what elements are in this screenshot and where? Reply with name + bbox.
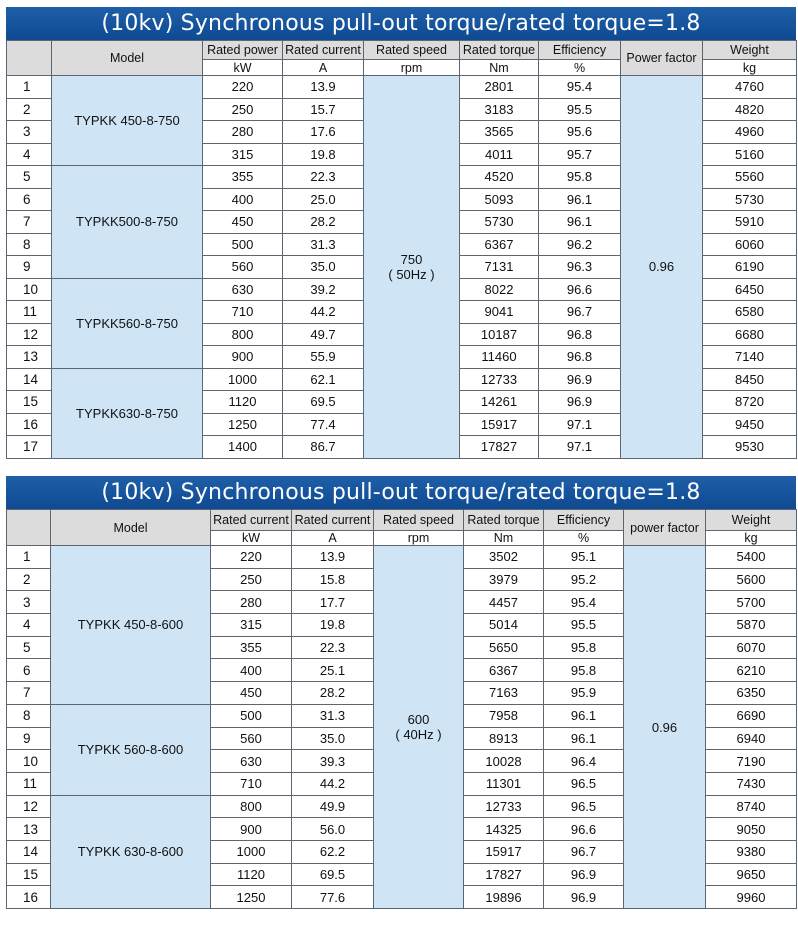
row-number: 11	[7, 772, 51, 795]
model-name: TYPKK 630-8-600	[51, 795, 211, 908]
rated-torque-value: 12733	[464, 795, 544, 818]
rated-current-value: 62.1	[283, 368, 364, 391]
unit-torque: Nm	[464, 531, 544, 546]
weight-value: 8450	[703, 368, 797, 391]
rated-current-value: 49.9	[292, 795, 374, 818]
rated-torque-value: 11301	[464, 772, 544, 795]
header-row	[7, 41, 797, 60]
unit-efficiency: %	[539, 60, 621, 76]
rated-torque-value: 6367	[460, 233, 539, 256]
rated-torque-value: 7131	[460, 256, 539, 279]
header-corner	[7, 510, 51, 546]
header-weight: Weight	[703, 41, 797, 60]
power-factor-value: 0.96	[624, 546, 706, 909]
rated-power-value: 250	[203, 98, 283, 121]
efficiency-value: 96.1	[539, 211, 621, 234]
rated-torque-value: 10187	[460, 323, 539, 346]
efficiency-value: 95.8	[544, 659, 624, 682]
weight-value: 9050	[706, 818, 797, 841]
rated-torque-value: 6367	[464, 659, 544, 682]
rated-power-value: 450	[211, 682, 292, 705]
header-model: Model	[52, 41, 203, 76]
rated-current-value: 31.3	[292, 704, 374, 727]
efficiency-value: 95.8	[539, 166, 621, 189]
spec-table	[6, 40, 797, 459]
table-title-banner: (10kv) Synchronous pull-out torque/rated torque=1.8	[6, 476, 796, 509]
rated-torque-value: 14261	[460, 391, 539, 414]
efficiency-value: 95.2	[544, 568, 624, 591]
rated-current-value: 31.3	[283, 233, 364, 256]
header-rated-current: Rated current	[283, 41, 364, 60]
rated-torque-value: 19896	[464, 886, 544, 909]
rated-current-value: 35.0	[292, 727, 374, 750]
header-corner	[7, 41, 52, 76]
model-name: TYPKK500-8-750	[52, 166, 203, 279]
row-number: 12	[7, 323, 52, 346]
rated-power-value: 900	[211, 818, 292, 841]
efficiency-value: 95.8	[544, 636, 624, 659]
efficiency-value: 96.5	[544, 795, 624, 818]
rated-power-value: 220	[203, 76, 283, 99]
model-name: TYPKK 560-8-600	[51, 704, 211, 795]
efficiency-value: 96.1	[539, 188, 621, 211]
rated-torque-value: 4457	[464, 591, 544, 614]
power-factor-value: 0.96	[621, 76, 703, 459]
unit-efficiency: %	[544, 531, 624, 546]
weight-value: 5700	[706, 591, 797, 614]
header-power-factor: Power factor	[621, 41, 703, 76]
rated-current-value: 13.9	[292, 546, 374, 569]
row-number: 1	[7, 76, 52, 99]
rated-power-value: 900	[203, 346, 283, 369]
weight-value: 6680	[703, 323, 797, 346]
header-row	[7, 510, 797, 531]
rated-power-value: 500	[203, 233, 283, 256]
rated-power-value: 710	[211, 772, 292, 795]
rated-current-value: 77.6	[292, 886, 374, 909]
rated-current-value: 62.2	[292, 840, 374, 863]
header-rated-power: Rated current	[211, 510, 292, 531]
efficiency-value: 96.3	[539, 256, 621, 279]
rated-torque-value: 11460	[460, 346, 539, 369]
weight-value: 5600	[706, 568, 797, 591]
rated-power-value: 400	[203, 188, 283, 211]
model-name: TYPKK 450-8-750	[52, 76, 203, 166]
rated-power-value: 710	[203, 301, 283, 324]
row-number: 2	[7, 98, 52, 121]
rated-torque-value: 2801	[460, 76, 539, 99]
rated-current-value: 69.5	[292, 863, 374, 886]
header-rated-torque: Rated torque	[460, 41, 539, 60]
row-number: 14	[7, 368, 52, 391]
rated-speed-value	[364, 76, 460, 459]
row-number: 9	[7, 256, 52, 279]
row-number: 2	[7, 568, 51, 591]
rated-power-value: 630	[203, 278, 283, 301]
rated-current-value: 77.4	[283, 413, 364, 436]
unit-speed: rpm	[374, 531, 464, 546]
unit-weight: kg	[703, 60, 797, 76]
rated-torque-value: 3565	[460, 121, 539, 144]
weight-value: 9380	[706, 840, 797, 863]
rated-current-value: 22.3	[292, 636, 374, 659]
rated-current-value: 49.7	[283, 323, 364, 346]
row-number: 16	[7, 886, 51, 909]
efficiency-value: 96.8	[539, 323, 621, 346]
row-number: 6	[7, 188, 52, 211]
rated-power-value: 400	[211, 659, 292, 682]
header-power-factor: power factor	[624, 510, 706, 546]
rated-power-value: 1250	[203, 413, 283, 436]
weight-value: 4820	[703, 98, 797, 121]
rated-current-value: 55.9	[283, 346, 364, 369]
weight-value: 7140	[703, 346, 797, 369]
weight-value: 9650	[706, 863, 797, 886]
header-weight: Weight	[706, 510, 797, 531]
efficiency-value: 96.9	[539, 391, 621, 414]
row-number: 4	[7, 143, 52, 166]
weight-value: 6690	[706, 704, 797, 727]
rated-torque-value: 12733	[460, 368, 539, 391]
rated-power-value: 315	[203, 143, 283, 166]
rated-power-value: 630	[211, 750, 292, 773]
unit-weight: kg	[706, 531, 797, 546]
rated-torque-value: 15917	[460, 413, 539, 436]
rated-current-value: 13.9	[283, 76, 364, 99]
efficiency-value: 95.7	[539, 143, 621, 166]
efficiency-value: 96.7	[539, 301, 621, 324]
rated-power-value: 1250	[211, 886, 292, 909]
header-rated-torque: Rated torque	[464, 510, 544, 531]
rated-current-value: 25.0	[283, 188, 364, 211]
weight-value: 6070	[706, 636, 797, 659]
efficiency-value: 95.4	[539, 76, 621, 99]
unit-current: A	[292, 531, 374, 546]
rated-power-value: 1000	[203, 368, 283, 391]
efficiency-value: 96.6	[539, 278, 621, 301]
weight-value: 6940	[706, 727, 797, 750]
header-efficiency: Efficiency	[544, 510, 624, 531]
table-row	[7, 76, 797, 99]
rated-torque-value: 3979	[464, 568, 544, 591]
unit-speed: rpm	[364, 60, 460, 76]
weight-value: 5730	[703, 188, 797, 211]
weight-value: 6450	[703, 278, 797, 301]
row-number: 3	[7, 121, 52, 144]
efficiency-value: 95.6	[539, 121, 621, 144]
rated-current-value: 25.1	[292, 659, 374, 682]
rated-current-value: 56.0	[292, 818, 374, 841]
rated-torque-value: 5650	[464, 636, 544, 659]
efficiency-value: 95.5	[539, 98, 621, 121]
efficiency-value: 96.1	[544, 727, 624, 750]
weight-value: 6580	[703, 301, 797, 324]
row-number: 1	[7, 546, 51, 569]
rated-current-value: 39.2	[283, 278, 364, 301]
rated-torque-value: 5093	[460, 188, 539, 211]
rated-power-value: 280	[211, 591, 292, 614]
speed-rpm: 600	[407, 712, 430, 727]
rated-power-value: 280	[203, 121, 283, 144]
rated-current-value: 28.2	[292, 682, 374, 705]
row-number: 15	[7, 391, 52, 414]
efficiency-value: 96.7	[544, 840, 624, 863]
rated-current-value: 15.7	[283, 98, 364, 121]
rated-torque-value: 3502	[464, 546, 544, 569]
efficiency-value: 95.1	[544, 546, 624, 569]
weight-value: 4760	[703, 76, 797, 99]
rated-power-value: 355	[211, 636, 292, 659]
unit-current: A	[283, 60, 364, 76]
weight-value: 5560	[703, 166, 797, 189]
rated-torque-value: 3183	[460, 98, 539, 121]
row-number: 3	[7, 591, 51, 614]
rated-current-value: 17.6	[283, 121, 364, 144]
rated-torque-value: 10028	[464, 750, 544, 773]
row-number: 13	[7, 346, 52, 369]
rated-power-value: 500	[211, 704, 292, 727]
row-number: 12	[7, 795, 51, 818]
weight-value: 8720	[703, 391, 797, 414]
rated-torque-value: 17827	[460, 436, 539, 459]
row-number: 14	[7, 840, 51, 863]
rated-power-value: 1120	[211, 863, 292, 886]
table-title-banner: (10kv) Synchronous pull-out torque/rated torque=1.8	[6, 7, 796, 40]
rated-power-value: 1120	[203, 391, 283, 414]
row-number: 5	[7, 636, 51, 659]
rated-torque-value: 8022	[460, 278, 539, 301]
row-number: 9	[7, 727, 51, 750]
row-number: 6	[7, 659, 51, 682]
row-number: 11	[7, 301, 52, 324]
efficiency-value: 96.9	[539, 368, 621, 391]
rated-torque-value: 4520	[460, 166, 539, 189]
rated-current-value: 39.3	[292, 750, 374, 773]
efficiency-value: 96.9	[544, 863, 624, 886]
rated-current-value: 86.7	[283, 436, 364, 459]
rated-torque-value: 14325	[464, 818, 544, 841]
model-name: TYPKK560-8-750	[52, 278, 203, 368]
model-name: TYPKK 450-8-600	[51, 546, 211, 705]
rated-torque-value: 17827	[464, 863, 544, 886]
row-number: 17	[7, 436, 52, 459]
rated-power-value: 1400	[203, 436, 283, 459]
efficiency-value: 97.1	[539, 436, 621, 459]
efficiency-value: 96.4	[544, 750, 624, 773]
row-number: 4	[7, 614, 51, 637]
weight-value: 7430	[706, 772, 797, 795]
rated-torque-value: 7163	[464, 682, 544, 705]
speed-frequency: ( 50Hz )	[388, 266, 435, 282]
rated-current-value: 28.2	[283, 211, 364, 234]
rated-torque-value: 15917	[464, 840, 544, 863]
motor-spec-table-750	[6, 7, 796, 459]
weight-value: 6350	[706, 682, 797, 705]
rated-power-value: 220	[211, 546, 292, 569]
rated-current-value: 22.3	[283, 166, 364, 189]
unit-power: kW	[211, 531, 292, 546]
row-number: 8	[7, 704, 51, 727]
rated-power-value: 560	[203, 256, 283, 279]
rated-current-value: 44.2	[292, 772, 374, 795]
header-efficiency: Efficiency	[539, 41, 621, 60]
rated-current-value: 17.7	[292, 591, 374, 614]
rated-torque-value: 5730	[460, 211, 539, 234]
rated-torque-value: 4011	[460, 143, 539, 166]
motor-spec-table-600	[6, 476, 796, 909]
unit-power: kW	[203, 60, 283, 76]
unit-torque: Nm	[460, 60, 539, 76]
rated-power-value: 355	[203, 166, 283, 189]
row-number: 5	[7, 166, 52, 189]
efficiency-value: 95.9	[544, 682, 624, 705]
rated-current-value: 44.2	[283, 301, 364, 324]
efficiency-value: 96.6	[544, 818, 624, 841]
weight-value: 5910	[703, 211, 797, 234]
weight-value: 5870	[706, 614, 797, 637]
weight-value: 5160	[703, 143, 797, 166]
row-number: 7	[7, 211, 52, 234]
header-rated-power: Rated power	[203, 41, 283, 60]
weight-value: 5400	[706, 546, 797, 569]
rated-torque-value: 5014	[464, 614, 544, 637]
row-number: 15	[7, 863, 51, 886]
spec-table	[6, 509, 797, 909]
rated-speed-value	[374, 546, 464, 909]
efficiency-value: 96.5	[544, 772, 624, 795]
table-row	[7, 546, 797, 569]
rated-torque-value: 7958	[464, 704, 544, 727]
efficiency-value: 95.5	[544, 614, 624, 637]
header-rated-current: Rated current	[292, 510, 374, 531]
rated-torque-value: 8913	[464, 727, 544, 750]
speed-frequency: ( 40Hz )	[395, 727, 442, 742]
rated-torque-value: 9041	[460, 301, 539, 324]
efficiency-value: 95.4	[544, 591, 624, 614]
weight-value: 6210	[706, 659, 797, 682]
weight-value: 9960	[706, 886, 797, 909]
rated-power-value: 250	[211, 568, 292, 591]
efficiency-value: 96.8	[539, 346, 621, 369]
rated-power-value: 315	[211, 614, 292, 637]
rated-power-value: 800	[211, 795, 292, 818]
weight-value: 8740	[706, 795, 797, 818]
efficiency-value: 96.9	[544, 886, 624, 909]
row-number: 16	[7, 413, 52, 436]
rated-power-value: 1000	[211, 840, 292, 863]
weight-value: 6190	[703, 256, 797, 279]
row-number: 10	[7, 750, 51, 773]
header-rated-speed: Rated speed	[374, 510, 464, 531]
row-number: 10	[7, 278, 52, 301]
header-rated-speed: Rated speed	[364, 41, 460, 60]
rated-power-value: 800	[203, 323, 283, 346]
weight-value: 7190	[706, 750, 797, 773]
rated-current-value: 35.0	[283, 256, 364, 279]
row-number: 13	[7, 818, 51, 841]
model-name: TYPKK630-8-750	[52, 368, 203, 458]
row-number: 8	[7, 233, 52, 256]
weight-value: 9530	[703, 436, 797, 459]
weight-value: 4960	[703, 121, 797, 144]
rated-current-value: 15.8	[292, 568, 374, 591]
rated-current-value: 19.8	[283, 143, 364, 166]
efficiency-value: 96.2	[539, 233, 621, 256]
efficiency-value: 96.1	[544, 704, 624, 727]
speed-rpm: 750	[400, 251, 423, 267]
rated-current-value: 69.5	[283, 391, 364, 414]
weight-value: 6060	[703, 233, 797, 256]
header-model: Model	[51, 510, 211, 546]
efficiency-value: 97.1	[539, 413, 621, 436]
row-number: 7	[7, 682, 51, 705]
rated-power-value: 450	[203, 211, 283, 234]
weight-value: 9450	[703, 413, 797, 436]
rated-current-value: 19.8	[292, 614, 374, 637]
rated-power-value: 560	[211, 727, 292, 750]
